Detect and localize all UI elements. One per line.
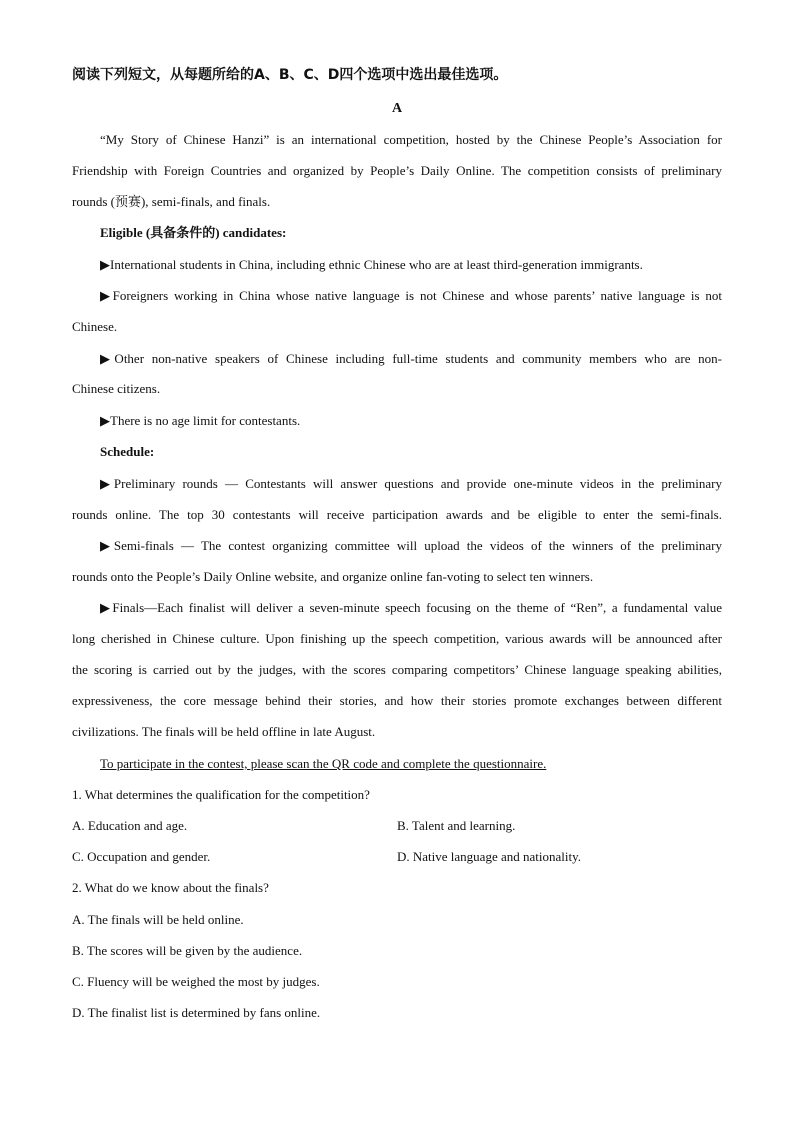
schedule-item-cont: long cherished in Chinese culture. Upon finishing up the speech competition, various awards will be announced after <box>72 631 722 646</box>
eligible-item: ▶International students in China, including ethnic Chinese who are at least third-generation immigrants. <box>100 257 643 272</box>
schedule-item: ▶Semi-finals — The contest organizing committee will upload the videos of the winners of the preliminary <box>100 538 722 553</box>
intro-line: Friendship with Foreign Countries and organized by People’s Daily Online. The competition consists of preliminary <box>72 163 722 178</box>
schedule-item: ▶Finals—Each finalist will deliver a seven-minute speech focusing on the theme of “Ren”, a fundamental value <box>100 600 722 615</box>
eligible-item: ▶Foreigners working in China whose native language is not Chinese and whose parents’ native language is not <box>100 288 722 303</box>
option: D. Native language and nationality. <box>397 849 581 864</box>
schedule-item-cont: the scoring is carried out by the judges, with the scores comparing competitors’ Chinese language speaking abilities, <box>72 662 722 677</box>
schedule-heading: Schedule: <box>100 444 155 459</box>
question-stem: 1. What determines the qualification for the competition? <box>72 787 370 802</box>
option: A. The finals will be held online. <box>72 912 244 927</box>
eligible-item-cont: Chinese. <box>72 319 118 334</box>
eligible-item: ▶There is no age limit for contestants. <box>100 413 301 428</box>
intro-line: “My Story of Chinese Hanzi” is an international competition, hosted by the Chinese People’s Association for <box>100 132 722 147</box>
schedule-item-cont: expressiveness, the core message behind their stories, and how their stories promote exchanges between different <box>72 693 722 708</box>
option: A. Education and age. <box>72 818 188 833</box>
question-stem: 2. What do we know about the finals? <box>72 880 269 895</box>
schedule-item-cont: civilizations. The finals will be held offline in late August. <box>72 724 376 739</box>
option: B. The scores will be given by the audience. <box>72 943 303 958</box>
schedule-item: ▶Preliminary rounds — Contestants will answer questions and provide one-minute videos in the preliminary <box>100 476 722 491</box>
schedule-item-cont: rounds online. The top 30 contestants will receive participation awards and be eligible to enter the semi-finals. <box>72 507 722 522</box>
eligible-heading: Eligible (具备条件的) candidates: <box>100 225 287 240</box>
option: C. Fluency will be weighed the most by judges. <box>72 974 320 989</box>
intro-line: rounds (预赛), semi-finals, and finals. <box>72 194 271 209</box>
option: D. The finalist list is determined by fans online. <box>72 1005 321 1020</box>
option: C. Occupation and gender. <box>72 849 211 864</box>
option: B. Talent and learning. <box>397 818 516 833</box>
instruction: 阅读下列短文，从每题所给的A、B、C、D四个选项中选出最佳选项。 <box>72 67 508 83</box>
section-label: A <box>391 101 403 116</box>
eligible-item-cont: Chinese citizens. <box>72 381 161 396</box>
schedule-item-cont: rounds onto the People’s Daily Online website, and organize online fan-voting to select ten winners. <box>72 569 594 584</box>
participate-note: To participate in the contest, please scan the QR code and complete the questionnaire. <box>100 756 547 771</box>
eligible-item: ▶Other non-native speakers of Chinese including full-time students and community members who are non- <box>100 351 722 366</box>
